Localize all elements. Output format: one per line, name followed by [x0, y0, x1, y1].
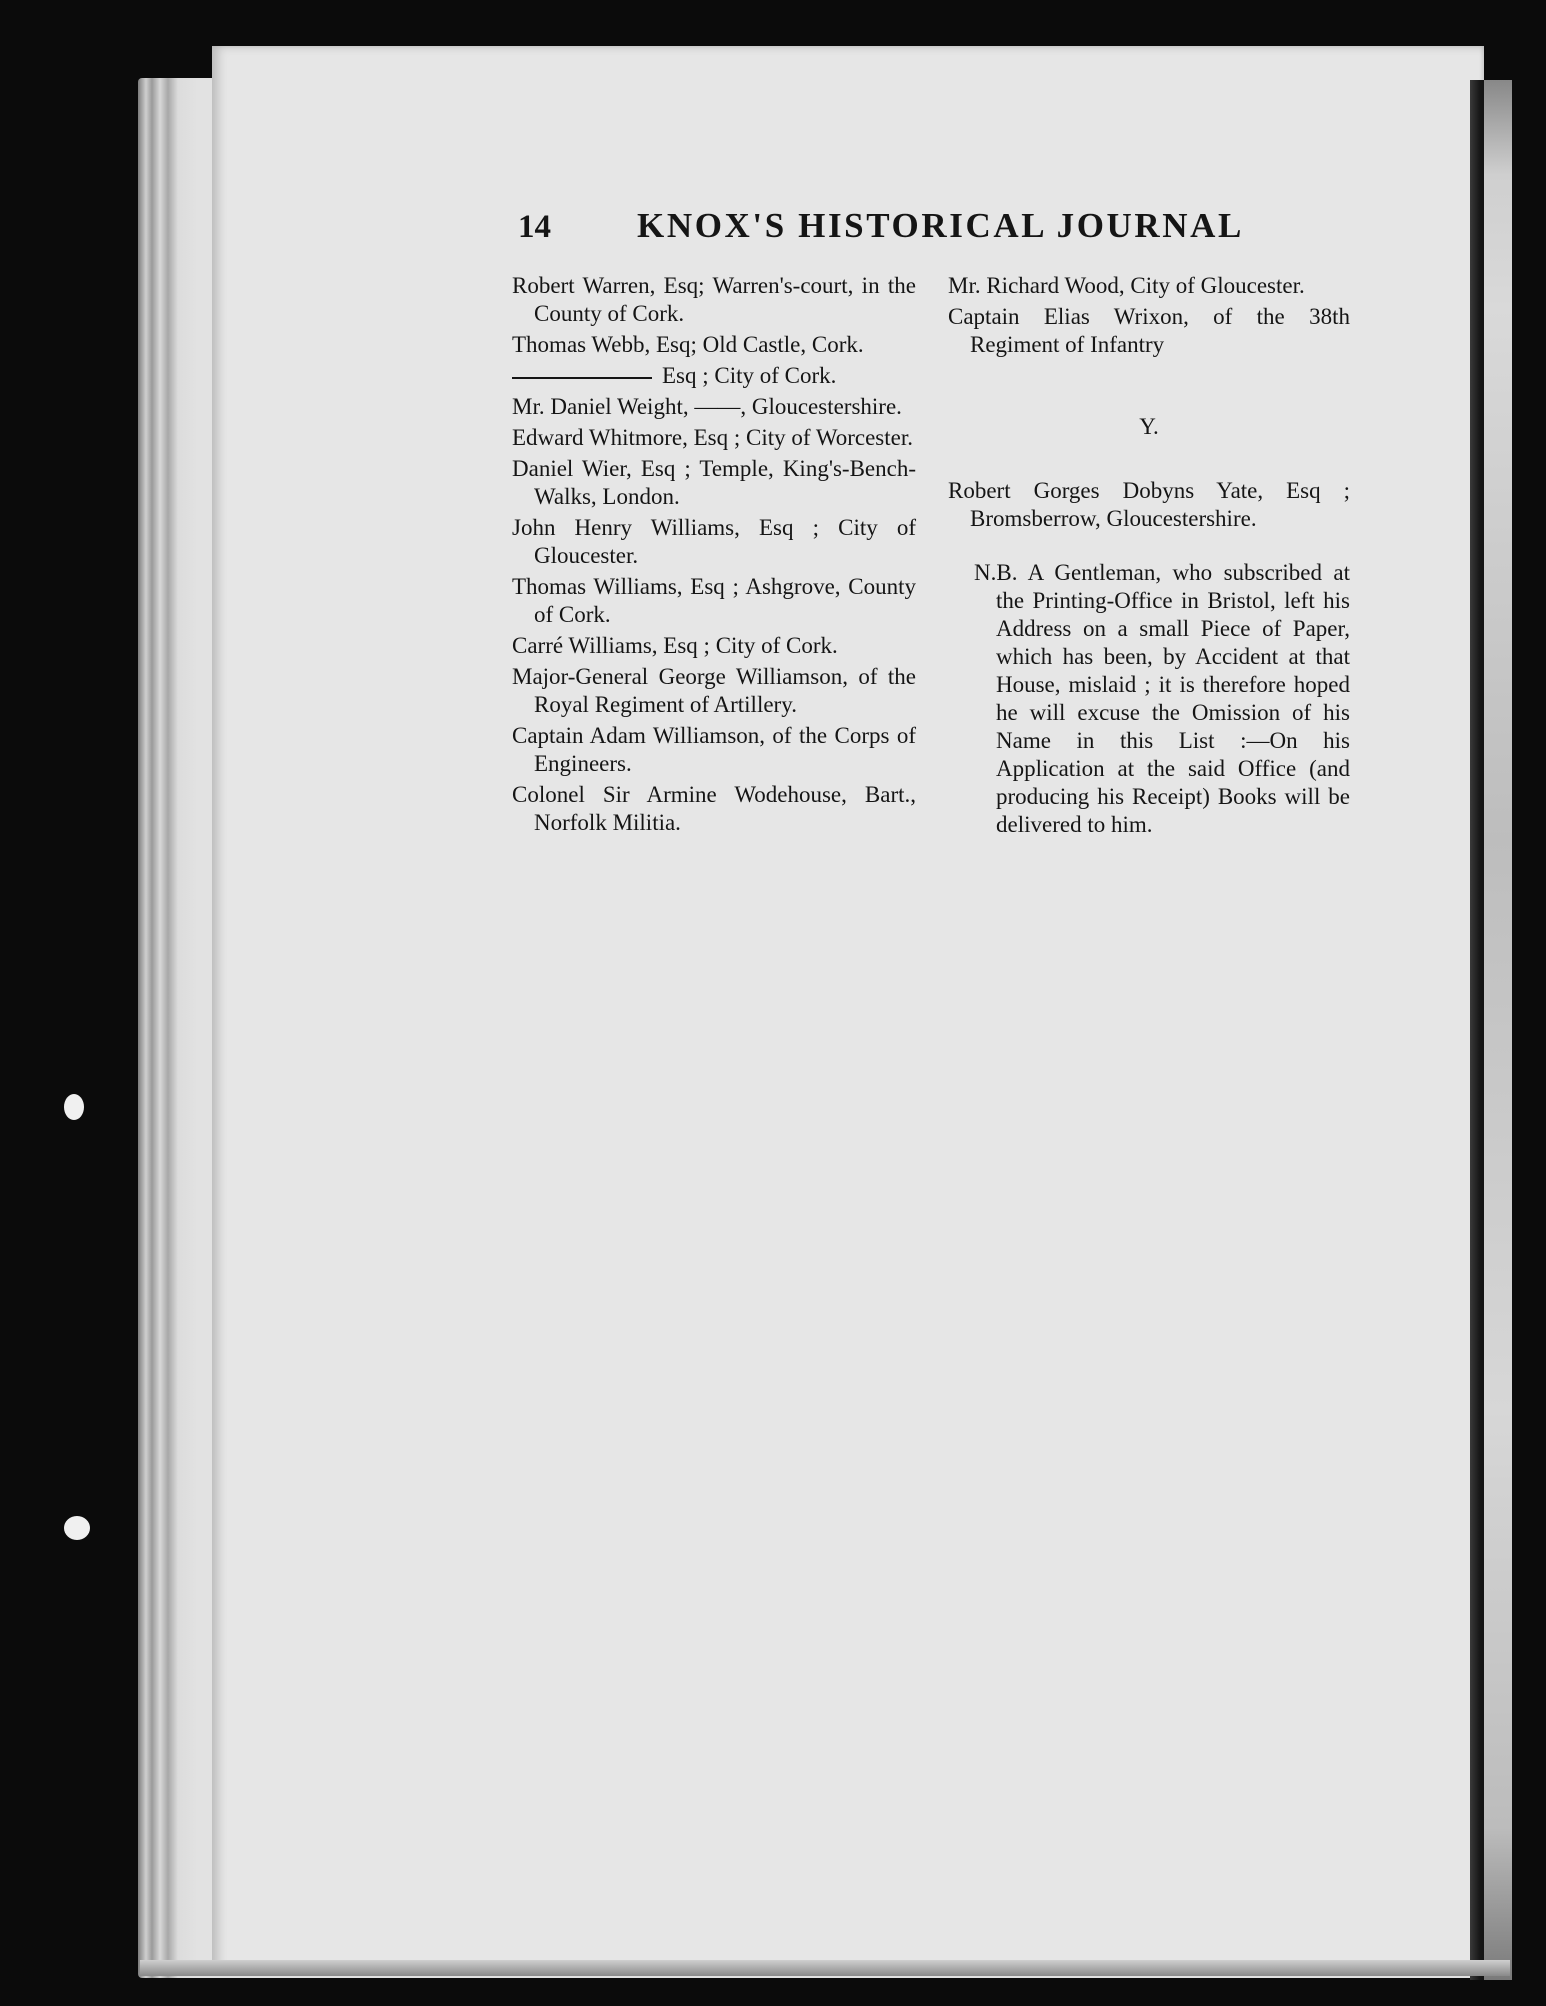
- subscriber-entry: [512, 362, 916, 390]
- subscriber-entry: John Henry Williams, Esq ; City of Gloucester.: [512, 515, 916, 568]
- page-bottom-edge: [140, 1960, 1510, 1976]
- blank-name-rule: [512, 377, 652, 379]
- subscriber-entry: Mr. Daniel Weight, ——, Gloucestershire.: [512, 394, 902, 419]
- section-letter-heading: Y.: [1139, 414, 1159, 439]
- left-column: [512, 272, 916, 840]
- subscriber-entry: Thomas Williams, Esq ; Ashgrove, County of Cork.: [512, 574, 916, 627]
- margin-blot: [64, 1516, 90, 1540]
- right-column: [948, 272, 1350, 862]
- running-header: [518, 206, 1244, 256]
- subscriber-entry: Thomas Webb, Esq; Old Castle, Cork.: [512, 332, 864, 357]
- next-page-edge: [1484, 80, 1512, 1980]
- subscriber-entry: Mr. Richard Wood, City of Gloucester.: [948, 273, 1305, 298]
- page-number: 14: [518, 209, 551, 245]
- subscriber-entry: Daniel Wier, Esq ; Temple, King's-Bench-Walks, London.: [512, 456, 916, 509]
- margin-blot: [64, 1094, 84, 1120]
- subscriber-entry: Robert Gorges Dobyns Yate, Esq ; Bromsberrow, Gloucestershire.: [948, 478, 1350, 531]
- subscriber-entry: Colonel Sir Armine Wodehouse, Bart., Norfolk Militia.: [512, 782, 916, 835]
- journal-title: KNOX'S HISTORICAL JOURNAL: [637, 206, 1244, 245]
- subscriber-entry: Captain Adam Williamson, of the Corps of Engineers.: [512, 723, 916, 776]
- subscriber-entry: Major-General George Williamson, of the Royal Regiment of Artillery.: [512, 664, 916, 717]
- subscriber-entry: Robert Warren, Esq; Warren's-court, in the County of Cork.: [512, 273, 916, 326]
- subscriber-entry-text: Esq ; City of Cork.: [662, 363, 837, 388]
- subscriber-entry: Carré Williams, Esq ; City of Cork.: [512, 633, 838, 658]
- subscriber-entry: Edward Whitmore, Esq ; City of Worcester.: [512, 425, 913, 450]
- subscriber-entry: Captain Elias Wrixon, of the 38th Regiment of Infantry: [948, 304, 1350, 357]
- editorial-note: N.B. A Gentleman, who subscribed at the Printing-Office in Bristol, left his Address on a small Piece of Paper, which has been, by Accident at that House, mislaid ; it is therefore hoped he will excuse the Omission of his Name in this List :—On his Application at the said Office (and producing his Receipt) Books will be delivered to him.: [974, 560, 1350, 837]
